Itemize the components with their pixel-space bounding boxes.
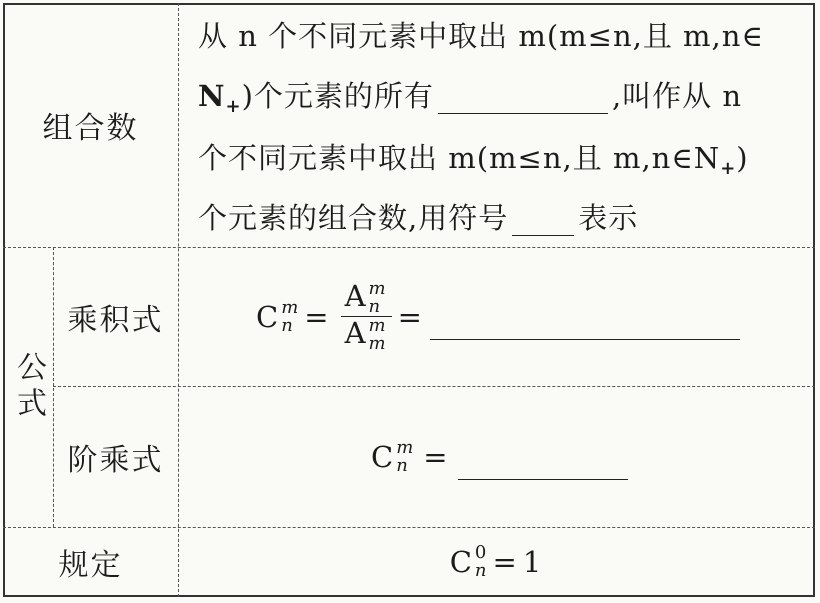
combination-symbol: C <box>371 439 396 474</box>
sup-m: m <box>368 278 388 299</box>
sup-m: m <box>281 296 301 318</box>
sup-zero: 0 <box>474 542 489 563</box>
fraction-numerator <box>341 280 392 316</box>
combination-indices <box>475 544 489 580</box>
sup-m: m <box>396 436 416 458</box>
combination-symbol: C <box>449 545 474 579</box>
combination-symbol: C <box>256 299 281 334</box>
arrangement-symbol: A <box>344 279 368 313</box>
definition-line2-suffix: ,叫作从 n <box>611 79 743 113</box>
rule-formula <box>178 527 815 597</box>
numerator-indices <box>369 280 388 316</box>
sub-n: n <box>396 454 410 476</box>
formula-label <box>3 247 53 527</box>
definition-line2-text: )个元素的所有 <box>241 79 434 113</box>
factorial-formula <box>178 386 815 527</box>
sub-n: n <box>281 314 295 336</box>
sub-n: n <box>474 560 489 581</box>
rule-label <box>3 527 178 597</box>
rule-value: 1 <box>522 545 544 579</box>
definition-line1-text: 从 n 个不同元素中取出 m(m≤n,且 m,n∈ <box>198 19 764 53</box>
equals-sign: = <box>304 299 331 334</box>
definition-line4-suffix: 表示 <box>578 201 639 235</box>
definition-line3-text: 个不同元素中取出 m(m≤n,且 m,n∈N <box>198 141 721 175</box>
combination-indices <box>281 296 301 336</box>
sub-n: n <box>368 296 383 317</box>
denominator-indices <box>369 317 388 353</box>
formula-label-text: 公式 <box>11 351 46 423</box>
naturals-plus: + <box>225 96 242 117</box>
combination-definition-line1 <box>198 14 764 55</box>
product-formula <box>178 247 815 386</box>
combination-definition-line2 <box>198 74 742 117</box>
product-label-text: 乘积式 <box>67 302 164 338</box>
permutation-fraction <box>341 280 392 353</box>
rule-label-text: 规定 <box>58 548 123 583</box>
naturals-plus: + <box>720 158 737 179</box>
answer-blank-product[interactable] <box>430 305 740 340</box>
product-formula-label <box>53 247 178 386</box>
equals-sign: = <box>397 299 424 334</box>
sub-m: m <box>368 333 388 354</box>
factorial-formula-label <box>53 386 178 527</box>
answer-blank-symbol[interactable] <box>512 201 574 236</box>
factorial-label-text: 阶乘式 <box>67 442 164 478</box>
fraction-denominator <box>341 317 392 353</box>
naturals-symbol: N <box>198 79 226 113</box>
sup-m: m <box>368 315 388 336</box>
definition-line4-text: 个元素的组合数,用符号 <box>198 201 509 235</box>
equals-sign: = <box>492 545 519 579</box>
combination-indices <box>396 436 416 476</box>
combination-definition-line3 <box>198 136 749 179</box>
arrangement-symbol: A <box>344 316 368 350</box>
answer-blank-all[interactable] <box>438 79 608 114</box>
equals-sign: = <box>423 439 450 474</box>
answer-blank-factorial[interactable] <box>458 445 628 480</box>
definition-line3-close: ) <box>736 141 749 175</box>
combination-definition-line4 <box>198 196 638 237</box>
combination-label <box>3 3 178 247</box>
combination-label-text: 组合数 <box>42 111 139 146</box>
